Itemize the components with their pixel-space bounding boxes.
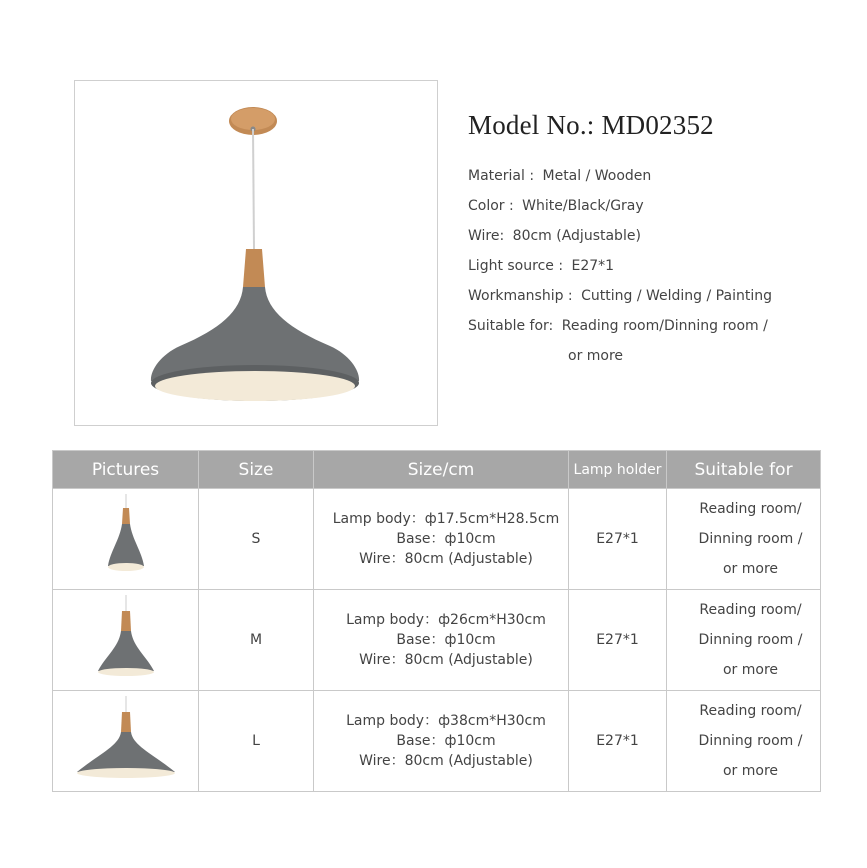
size-cell: S xyxy=(199,489,314,590)
size-table xyxy=(52,450,821,792)
lamp-large-thumbnail xyxy=(71,696,181,786)
spec-suitable-more: or more xyxy=(568,348,624,364)
model-number: Model No.: MD02352 xyxy=(468,110,714,140)
product-photo xyxy=(74,80,438,426)
spec-label: Workmanship : xyxy=(468,288,573,304)
header-size: Size xyxy=(199,451,314,489)
dimensions-cell xyxy=(314,489,569,590)
table-row xyxy=(53,691,821,792)
header-lamp-holder: Lamp holder xyxy=(569,451,667,489)
spec-value: 80cm (Adjustable) xyxy=(512,228,641,244)
picture-cell xyxy=(53,590,199,691)
suitable-line: Reading room/ xyxy=(699,501,802,517)
suitable-line: Dinning room / xyxy=(698,531,803,547)
lamp-holder-cell: E27*1 xyxy=(569,691,667,792)
spec-label: Light source : xyxy=(468,258,564,274)
spec-wire xyxy=(468,221,848,251)
lamp-body-text: Lamp body：ф38cm*H30cm xyxy=(346,713,546,729)
wire-text: Wire：80cm (Adjustable) xyxy=(359,551,533,567)
table-row xyxy=(53,489,821,590)
table-header-row xyxy=(53,451,821,489)
spec-workmanship xyxy=(468,281,848,311)
lamp-small-thumbnail xyxy=(96,494,156,584)
wire-text: Wire：80cm (Adjustable) xyxy=(359,753,533,769)
suitable-line: Reading room/ xyxy=(699,602,802,618)
header-size-cm: Size/cm xyxy=(314,451,569,489)
spec-value: Cutting / Welding / Painting xyxy=(581,288,772,304)
lamp-holder-cell: E27*1 xyxy=(569,489,667,590)
spec-light-source xyxy=(468,251,848,281)
suitable-line: or more xyxy=(722,662,779,678)
spec-label: Suitable for: xyxy=(468,318,554,334)
suitable-line: Dinning room / xyxy=(698,733,803,749)
lamp-body-text: Lamp body：ф26cm*H30cm xyxy=(346,612,546,628)
table-row xyxy=(53,590,821,691)
suitable-cell xyxy=(667,489,821,590)
size-cell: M xyxy=(199,590,314,691)
spec-color xyxy=(468,191,848,221)
suitable-cell xyxy=(667,691,821,792)
product-specs xyxy=(468,110,848,371)
lamp-holder-cell: E27*1 xyxy=(569,590,667,691)
base-text: Base：ф10cm xyxy=(396,733,496,749)
suitable-cell xyxy=(667,590,821,691)
spec-label: Material : xyxy=(468,168,535,184)
lamp-medium-thumbnail xyxy=(81,595,171,685)
dimensions-cell xyxy=(314,691,569,792)
spec-value: Metal / Wooden xyxy=(542,168,652,184)
pendant-lamp-image xyxy=(75,81,437,425)
base-text: Base：ф10cm xyxy=(396,632,496,648)
base-text: Base：ф10cm xyxy=(396,531,496,547)
wire-text: Wire：80cm (Adjustable) xyxy=(359,652,533,668)
header-pictures: Pictures xyxy=(53,451,199,489)
spec-value: E27*1 xyxy=(571,258,615,274)
spec-value: Reading room/Dinning room / xyxy=(561,318,768,334)
suitable-line: or more xyxy=(722,561,779,577)
suitable-line: Dinning room / xyxy=(698,632,803,648)
size-cell: L xyxy=(199,691,314,792)
picture-cell xyxy=(53,691,199,792)
suitable-line: Reading room/ xyxy=(699,703,802,719)
spec-value: White/Black/Gray xyxy=(522,198,644,214)
lamp-body-text: Lamp body：ф17.5cm*H28.5cm xyxy=(332,511,560,527)
spec-label: Color : xyxy=(468,198,514,214)
suitable-line: or more xyxy=(722,763,779,779)
spec-material xyxy=(468,161,848,191)
dimensions-cell xyxy=(314,590,569,691)
spec-suitable xyxy=(468,311,848,341)
picture-cell xyxy=(53,489,199,590)
spec-label: Wire: xyxy=(468,228,505,244)
header-suitable-for: Suitable for xyxy=(667,451,821,489)
